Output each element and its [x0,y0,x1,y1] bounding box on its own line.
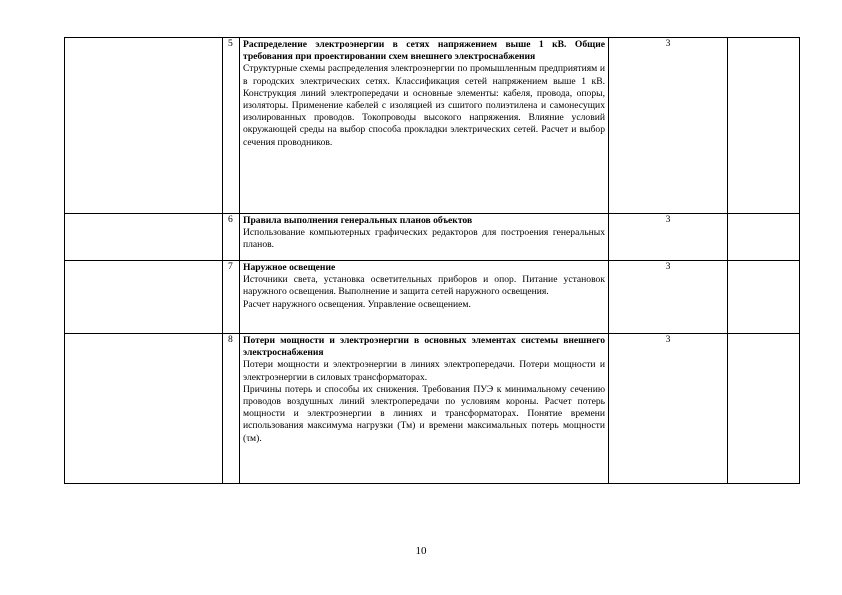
row-number: 5 [223,38,240,214]
empty-cell [65,38,223,214]
empty-cell [728,38,800,214]
empty-cell [65,261,223,334]
topic-title: Правила выполнения генеральных планов объектов [243,215,473,226]
table-row [65,38,800,214]
hours-cell: 3 [609,261,728,334]
topic-text: Источники света, установка осветительных приборов и опор. Питание установок наружного освещения. Выполнение и защита сетей наружного освещения. [243,274,605,298]
empty-cell [728,261,800,334]
hours-cell: 3 [609,214,728,261]
topic-cell [240,261,609,334]
empty-cell [728,334,800,484]
row-number: 7 [223,261,240,334]
empty-cell [728,214,800,261]
row-number: 6 [223,214,240,261]
topic-cell [240,334,609,484]
topic-text: Потери мощности и электроэнергии в линиях электропередачи. Потери мощности и электроэнергии в силовых трансформаторах. [243,359,605,383]
curriculum-table [64,37,800,484]
empty-cell [65,214,223,261]
topic-text: Структурные схемы распределения электроэнергии по промышленным предприятиям и в городских электрических сетях. Классификация сетей напряжением выше 1 кВ. Конструкция линий электропередачи и основные элементы: кабеля, провода, опоры, изоляторы. Применение кабелей с изоляцией из сшитого полиэтилена и самонесущих изолированных проводов. Токопроводы высокого напряжения. Влияние условий окружающей среды на выбор способа прокладки электрических сетей. Расчет и выбор сечения проводников. [243,63,605,148]
topic-text: Использование компьютерных графических редакторов для построения генеральных планов. [243,227,605,251]
topic-title: Распределение электроэнергии в сетях напряжением выше 1 кВ. Общие требования при проектировании схем внешнего электроснабжения [243,39,605,63]
topic-text: Причины потерь и способы их снижения. Требования ПУЭ к минимальному сечению проводов воздушных линий электропередачи по условиям короны. Расчет потерь мощности и электроэнергии в линиях и трансформаторах. Понятие времени использования максимума нагрузки (Тм) и времени максимальных потерь мощности (τм). [243,383,605,444]
topic-cell [240,214,609,261]
table-row [65,261,800,334]
table-row [65,214,800,261]
table-row [65,334,800,484]
topic-title: Наружное освещение [243,262,336,273]
topic-cell [240,38,609,214]
hours-cell: 3 [609,334,728,484]
topic-text: Расчет наружного освещения. Управление освещением. [243,298,471,310]
row-number: 8 [223,334,240,484]
page-number: 10 [415,545,427,557]
topic-title: Потери мощности и электроэнергии в основных элементах системы внешнего электроснабжения [243,335,605,359]
empty-cell [65,334,223,484]
hours-cell: 3 [609,38,728,214]
